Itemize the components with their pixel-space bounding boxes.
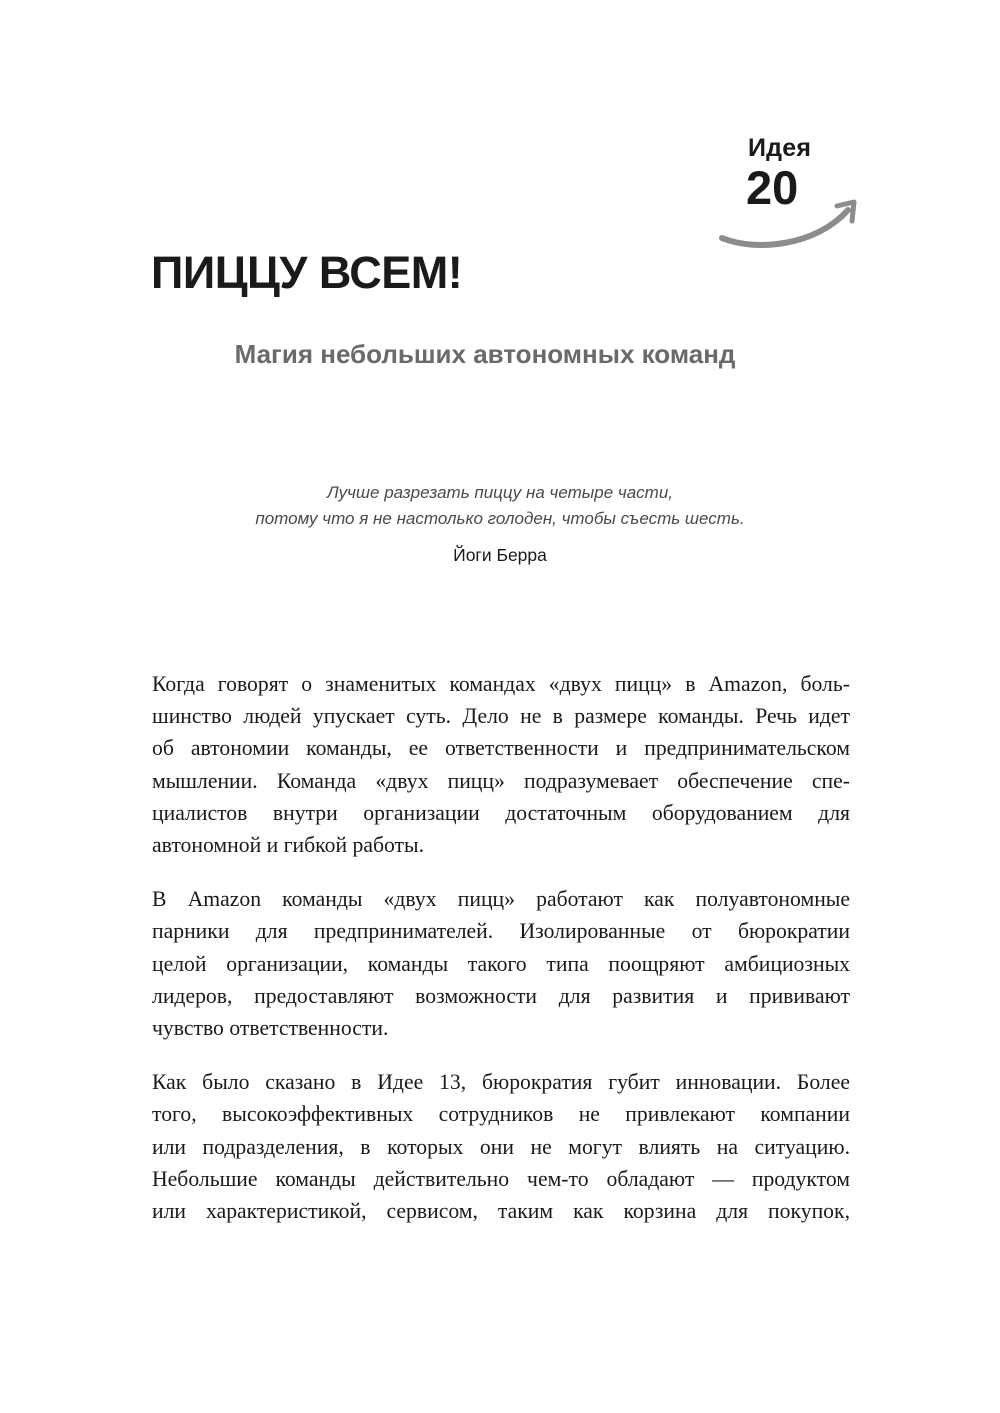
text-line: или характеристикой, сервисом, таким как корзина для покупок, <box>152 1199 850 1224</box>
body-text <box>152 668 850 1249</box>
idea-badge <box>716 128 866 258</box>
paragraph <box>152 1066 850 1227</box>
text-line: парники для предпринимателей. Изолированные от бюрократии <box>152 919 850 944</box>
epigraph-quote-line: Лучше разрезать пиццу на четыре части, <box>326 483 674 502</box>
text-line: об автономии команды, ее ответственности и предпринимательском <box>152 736 850 761</box>
text-line: В Amazon команды «двух пицц» работают как полуавтономные <box>152 887 850 912</box>
text-line: того, высокоэффективных сотрудников не привлекают компании <box>152 1102 850 1127</box>
text-line: лидеров, предоставляют возможности для развития и прививают <box>152 983 850 1008</box>
text-line: автономной и гибкой работы. <box>152 833 425 858</box>
idea-number: 20 <box>746 161 799 214</box>
chapter-title: ПИЦЦУ ВСЕМ! <box>151 247 463 298</box>
idea-label: Идея <box>748 134 812 162</box>
text-line: Небольшие команды действительно чем-то обладают — продуктом <box>152 1166 850 1191</box>
epigraph-author: Йоги Берра <box>453 545 547 565</box>
text-line: целой организации, команды такого типа поощряют амбициозных <box>152 951 850 976</box>
chapter-subtitle: Магия небольших автономных команд <box>234 339 736 369</box>
paragraph <box>152 668 850 861</box>
text-line: чувство ответственности. <box>152 1016 389 1041</box>
text-line: или подразделения, в которых они не могут влиять на ситуацию. <box>152 1134 850 1159</box>
epigraph-quote-line: потому что я не настолько голоден, чтобы съесть шесть. <box>255 509 745 528</box>
text-line: Когда говорят о знаменитых командах «двух пицц» в Amazon, боль- <box>152 672 850 696</box>
paragraph <box>152 883 850 1044</box>
text-line: мышлении. Команда «двух пицц» подразумевает обеспечение спе- <box>152 768 850 793</box>
text-line: Как было сказано в Идее 13, бюрократия губит инновации. Более <box>152 1070 850 1095</box>
text-line: шинство людей упускает суть. Дело не в размере команды. Речь идет <box>152 704 850 729</box>
smile-arrow-icon <box>716 194 866 254</box>
epigraph <box>0 480 1000 568</box>
text-line: циалистов внутри организации достаточным оборудованием для <box>152 800 850 825</box>
